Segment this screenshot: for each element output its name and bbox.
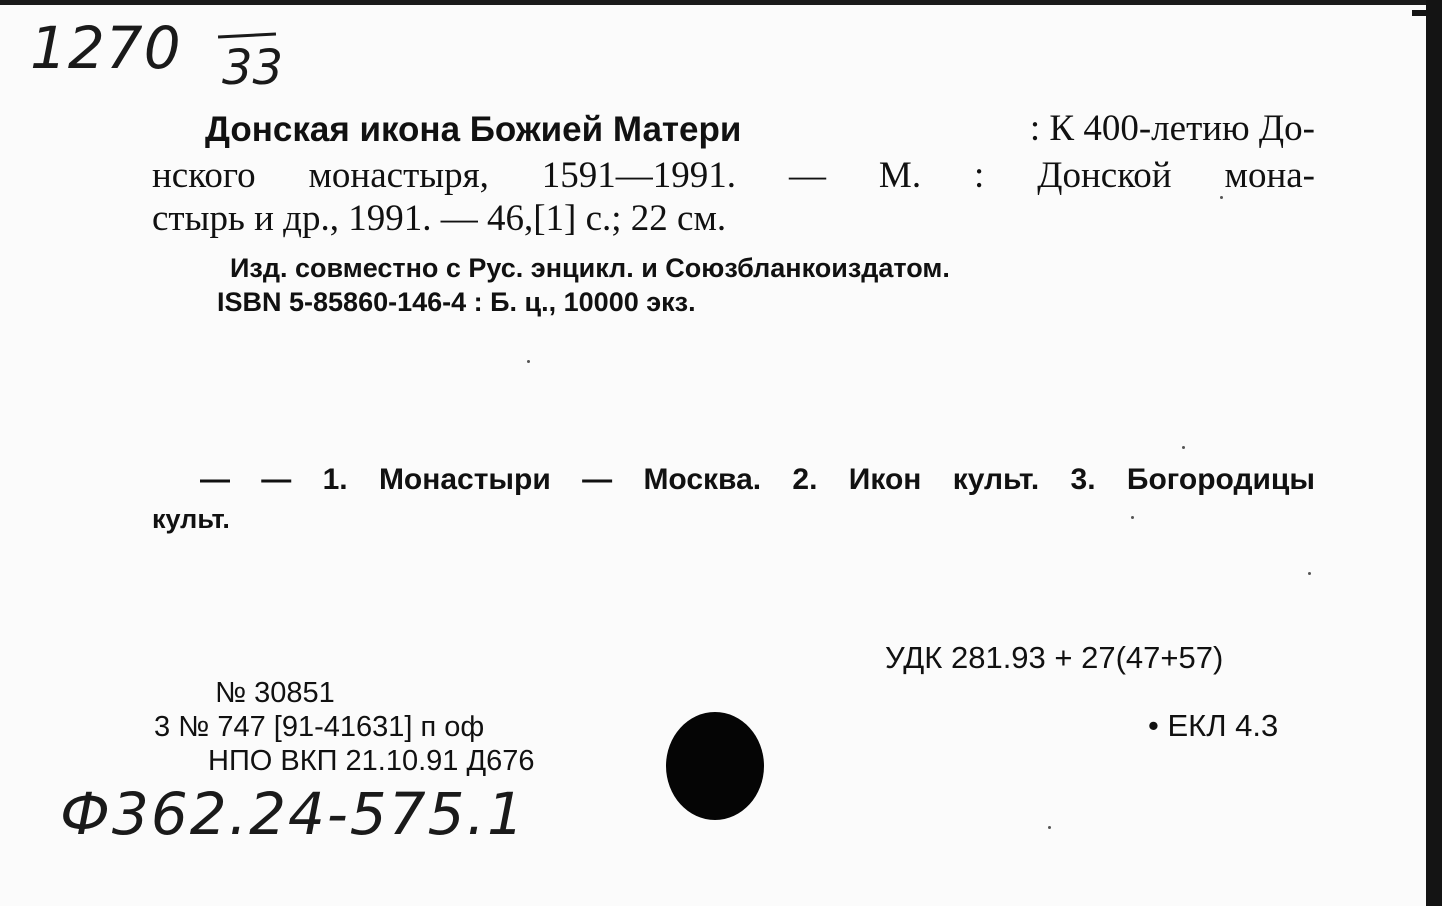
- scan-speck: [1048, 826, 1051, 829]
- punched-hole: [666, 712, 764, 820]
- isbn-line: ISBN 5-85860-146-4 : Б. ц., 10000 экз.: [217, 287, 696, 317]
- card-number: № 30851: [215, 677, 335, 709]
- handwritten-fraction: 33: [222, 40, 284, 96]
- publisher-code: НПО ВКП 21.10.91 Д676: [208, 745, 535, 777]
- card-edge-notch: [1412, 10, 1426, 16]
- scan-speck: [1220, 196, 1223, 199]
- record-line-2: нского монастыря, 1591—1991. — М. : Донской мона-: [152, 155, 1315, 196]
- handwritten-fraction-bar: [218, 32, 276, 38]
- publication-note: Изд. совместно с Рус. энцикл. и Союзбланкоиздатом.: [230, 253, 950, 283]
- ekl-code: • ЕКЛ 4.3: [1148, 708, 1279, 743]
- card-top-edge: [0, 0, 1442, 5]
- subjects-line-1: — — 1. Монастыри — Москва. 2. Икон культ. 3. Богородицы: [200, 463, 1315, 496]
- record-line-3: стырь и др., 1991. — 46,[1] с.; 22 см.: [152, 198, 727, 239]
- record-line-1: [205, 110, 1315, 150]
- handwritten-number-main: 1270: [30, 14, 182, 82]
- order-number: 3 № 747 [91-41631] п оф: [154, 711, 485, 743]
- scan-speck: [1131, 516, 1134, 519]
- book-title: Донская икона Божией Матери: [205, 110, 742, 149]
- scan-speck: [527, 360, 530, 363]
- card-right-edge: [1426, 0, 1442, 906]
- scan-speck: [1308, 572, 1311, 575]
- handwritten-number: [30, 14, 182, 82]
- scan-speck: [1182, 446, 1185, 449]
- udk-code: УДК 281.93 + 27(47+57): [885, 640, 1224, 675]
- title-continuation: : К 400-летию До-: [1029, 108, 1315, 149]
- subjects-line-2: культ.: [152, 504, 230, 534]
- handwritten-call-number: Ф362.24-575.1: [60, 780, 526, 848]
